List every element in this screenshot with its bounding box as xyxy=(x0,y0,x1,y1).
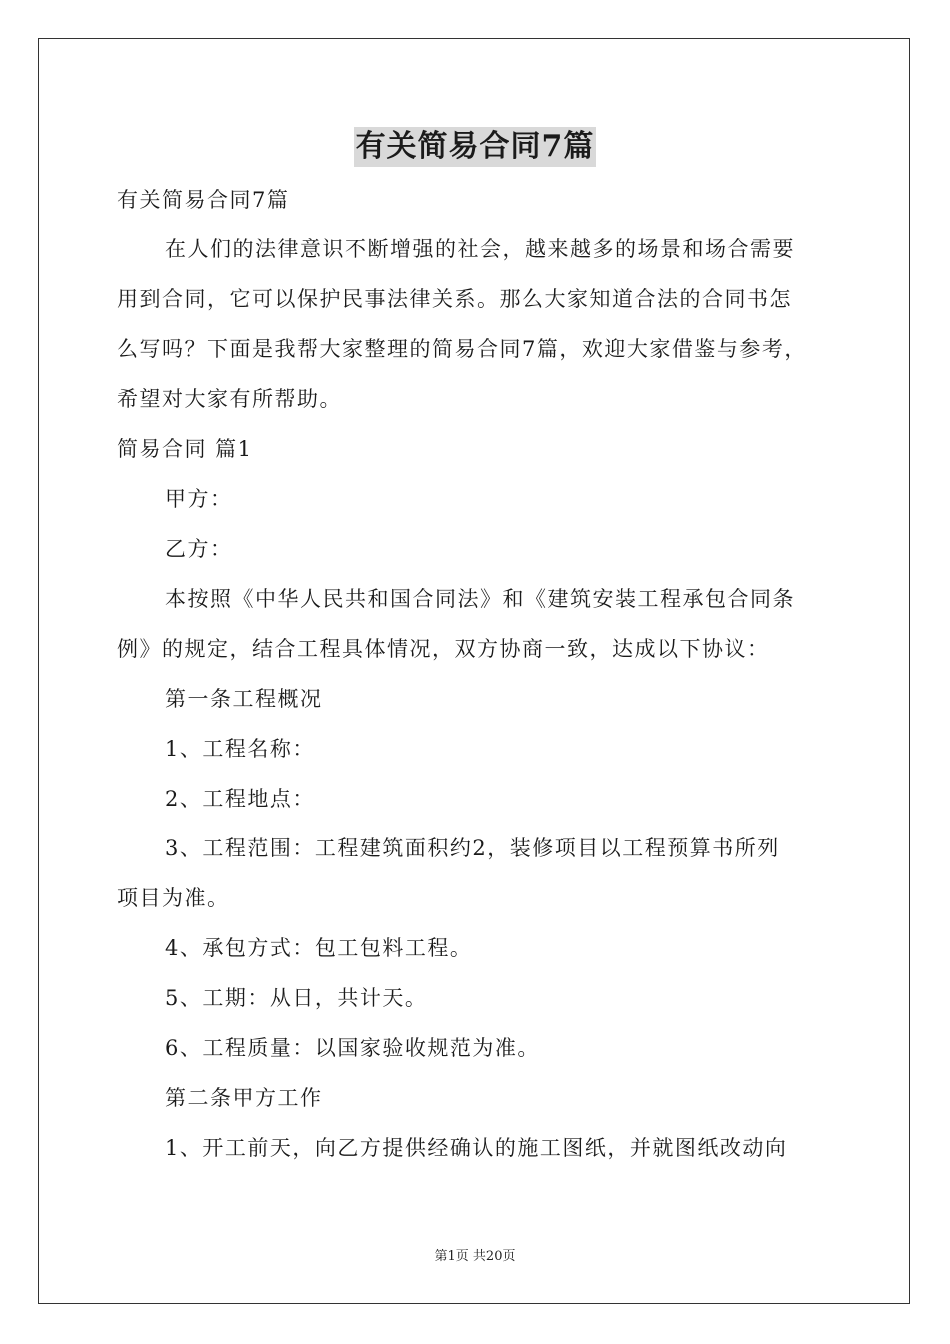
paragraph-line: 项目为准。 xyxy=(117,886,230,910)
paragraph-line: 3、工程范围：工程建筑面积约2，装修项目以工程预算书所列 xyxy=(165,836,780,860)
section-heading: 简易合同 篇1 xyxy=(117,437,253,461)
paragraph-line: 用到合同，它可以保护民事法律关系。那么大家知道合法的合同书怎 xyxy=(117,287,792,311)
page-footer: 第1页 共20页 xyxy=(434,1249,516,1264)
paragraph-line: 1、工程名称： xyxy=(165,737,315,761)
paragraph-line: 么写吗？下面是我帮大家整理的简易合同7篇，欢迎大家借鉴与参考， xyxy=(117,337,807,361)
paragraph-line: 甲方： xyxy=(165,487,233,511)
paragraph-line: 2、工程地点： xyxy=(165,787,315,811)
subtitle-line: 有关简易合同7篇 xyxy=(117,188,290,212)
clause-heading: 第一条工程概况 xyxy=(165,687,323,711)
paragraph-line: 乙方： xyxy=(165,537,233,561)
paragraph-line: 5、工期：从日，共计天。 xyxy=(165,986,428,1010)
paragraph-line: 4、承包方式：包工包料工程。 xyxy=(165,936,473,960)
title-container xyxy=(0,127,950,167)
paragraph-line: 6、工程质量：以国家验收规范为准。 xyxy=(165,1036,540,1060)
paragraph-line: 例》的规定，结合工程具体情况，双方协商一致，达成以下协议： xyxy=(117,637,770,661)
paragraph-line: 在人们的法律意识不断增强的社会，越来越多的场景和场合需要 xyxy=(165,237,795,261)
paragraph-line: 希望对大家有所帮助。 xyxy=(117,387,342,411)
clause-heading: 第二条甲方工作 xyxy=(165,1086,323,1110)
paragraph-line: 1、开工前天，向乙方提供经确认的施工图纸，并就图纸改动向 xyxy=(165,1136,788,1160)
document-title: 有关简易合同7篇 xyxy=(354,127,597,167)
paragraph-line: 本按照《中华人民共和国合同法》和《建筑安装工程承包合同条 xyxy=(165,587,795,611)
page-border xyxy=(38,38,910,1304)
